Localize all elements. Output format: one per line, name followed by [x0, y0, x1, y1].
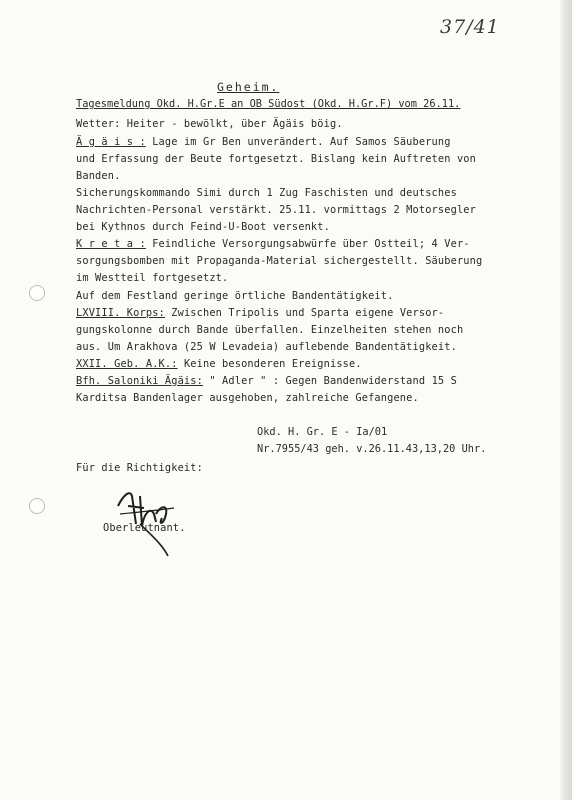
punch-hole-bottom — [29, 498, 45, 514]
document-title: Geheim. — [217, 80, 280, 94]
text-line: im Westteil fortgesetzt. — [76, 272, 229, 284]
text-line: und Erfassung der Beute fortgesetzt. Bislang kein Auftreten von — [76, 153, 477, 165]
section-label-saloniki: Bfh. Saloniki Ägäis: — [76, 375, 203, 387]
section-label-corps: LXVIII. Korps: — [76, 307, 165, 319]
text-line: Karditsa Bandenlager ausgehoben, zahlreiche Gefangene. — [76, 392, 419, 404]
section-label-crete: K r e t a : — [76, 238, 146, 250]
text-line-saloniki: Bfh. Saloniki Ägäis: " Adler " : Gegen Bandenwiderstand 15 S — [76, 375, 457, 387]
signatory-rank: Oberleutnant. — [103, 522, 186, 534]
reference-line: Nr.7955/43 geh. v.26.11.43,13,20 Uhr. — [257, 443, 487, 455]
text-line-mainland: Auf dem Festland geringe örtliche Bandentätigkeit. — [76, 290, 394, 302]
text-line-mountain-corps: XXII. Geb. A.K.: Keine besonderen Ereignisse. — [76, 358, 362, 370]
archive-number: 37/41 — [440, 16, 500, 38]
punch-hole-top — [29, 285, 45, 301]
text-line: Banden. — [76, 170, 121, 182]
sender-line: Okd. H. Gr. E - Ia/01 — [257, 426, 388, 438]
text-line: aus. Um Arakhova (25 W Levadeia) auflebende Bandentätigkeit. — [76, 341, 457, 353]
text-line: Sicherungskommando Simi durch 1 Zug Faschisten und deutsches — [76, 187, 457, 199]
text-line: gungskolonne durch Bande überfallen. Einzelheiten stehen noch — [76, 324, 464, 336]
text-line: bei Kythnos durch Feind-U-Boot versenkt. — [76, 221, 330, 233]
text-line-corps: LXVIII. Korps: Zwischen Tripolis und Sparta eigene Versor- — [76, 307, 445, 319]
text-line-weather: Wetter: Heiter - bewölkt, über Ägäis böig. — [76, 118, 343, 130]
text-line-aegean: Ä g ä i s : Lage im Gr Ben unverändert. Auf Samos Säuberung — [76, 136, 451, 148]
section-label-aegean: Ä g ä i s : — [76, 136, 146, 148]
section-label-mountain-corps: XXII. Geb. A.K.: — [76, 358, 178, 370]
certification-line: Für die Richtigkeit: — [76, 462, 203, 474]
text-line-crete: K r e t a : Feindliche Versorgungsabwürfe über Ostteil; 4 Ver- — [76, 238, 470, 250]
text-line: sorgungsbomben mit Propaganda-Material sichergestellt. Säuberung — [76, 255, 483, 267]
document-subject: Tagesmeldung Okd. H.Gr.E an OB Südost (Okd. H.Gr.F) vom 26.11. — [76, 98, 461, 110]
page-edge-shadow — [558, 0, 572, 800]
text-line: Nachrichten-Personal verstärkt. 25.11. vormittags 2 Motorsegler — [76, 204, 477, 216]
